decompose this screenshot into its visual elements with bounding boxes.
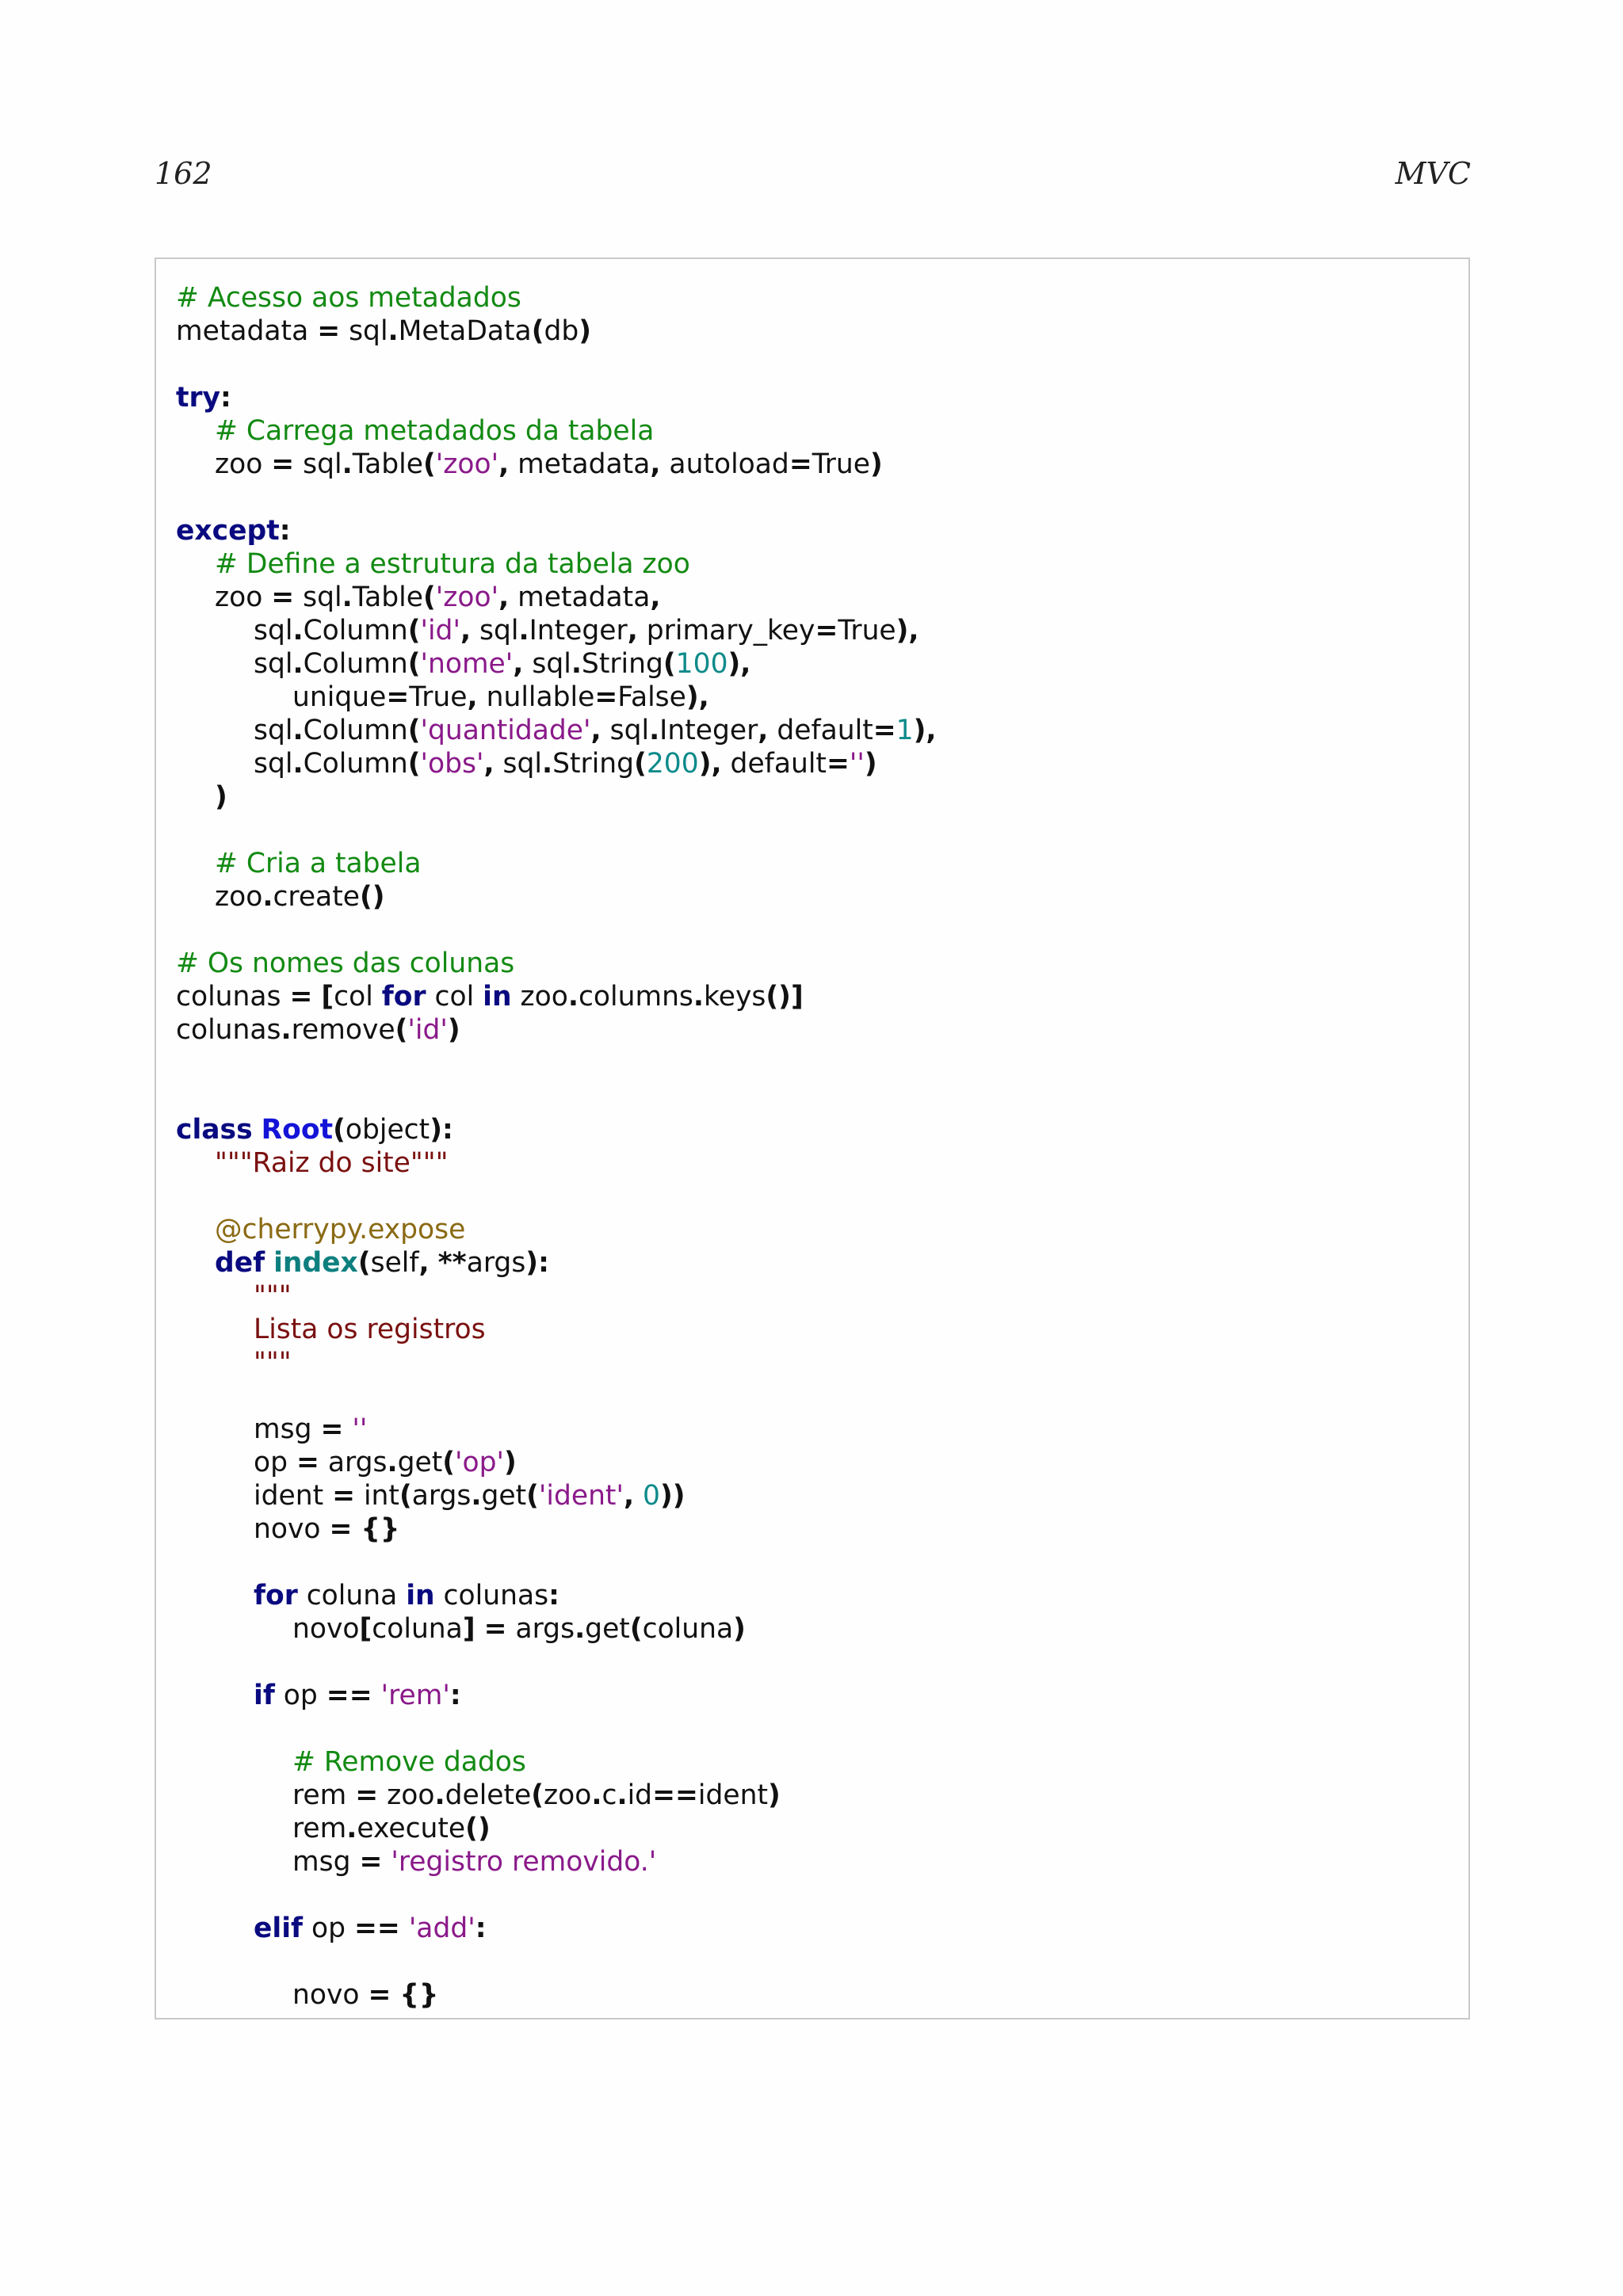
code-line [176,1246,937,1280]
code-text: sql [294,582,342,613]
code-line [176,1712,937,1745]
code-line [176,1978,937,2012]
code-operator: ( [407,748,421,780]
code-keyword: in [406,1580,435,1611]
code-text [634,1480,643,1512]
code-operator: : [279,515,291,547]
code-text: sql [254,648,293,680]
code-operator: . [292,715,304,746]
code-operator: = [289,981,313,1013]
page-number: 162 [155,156,212,191]
code-operator: . [346,1813,357,1844]
code-operator: {} [399,1979,439,2011]
code-operator: . [388,315,399,347]
code-operator: . [571,648,582,680]
code-line [176,1945,937,1978]
code-line [176,1213,937,1246]
code-operator: . [281,1014,292,1046]
code-line [176,1047,937,1080]
code-text [352,1513,361,1545]
code-text [312,981,321,1013]
code-text [265,1247,273,1279]
code-line [176,381,937,414]
code-operator: . [292,748,304,780]
code-line [176,1413,937,1446]
code-operator: . [693,981,705,1013]
code-text: nullable [477,681,595,713]
code-line [176,913,937,947]
code-line [176,1579,937,1612]
code-text: object [345,1114,430,1146]
code-line [176,1313,937,1346]
code-keyword: for [381,981,426,1013]
code-operator: ( [357,1247,371,1279]
code-operator: , [623,1480,635,1512]
code-line [176,1745,937,1779]
code-text: Column [303,715,408,746]
code-keyword: except [176,515,280,547]
code-operator: ), [913,715,937,746]
code-keyword: elif [254,1913,304,1944]
code-line [176,1180,937,1213]
code-line [176,1779,937,1812]
code-line [176,980,937,1013]
code-line [176,1080,937,1113]
code-operator: ): [430,1114,453,1146]
code-operator: . [575,1613,586,1645]
code-operator: ), [685,681,709,713]
code-text: Integer [529,615,628,646]
code-text: sql [601,715,650,746]
code-text [430,1247,438,1279]
code-line [176,1646,937,1679]
code-operator: = [271,448,295,480]
code-operator: . [617,1779,628,1811]
code-text: Table [352,582,423,613]
code-keyword: for [254,1580,298,1611]
code-operator: , [498,582,510,613]
code-decorator: @cherrypy.expose [215,1214,466,1245]
code-text: Column [303,615,408,646]
code-comment: # Remove dados [292,1746,526,1778]
code-text: id [627,1779,653,1811]
code-text: keys [704,981,766,1013]
code-operator: . [342,582,353,613]
code-comment: # Os nomes das colunas [176,948,515,979]
code-line [176,1280,937,1313]
code-text: zoo [215,881,263,913]
code-operator: ) [768,1779,781,1811]
code-text: rem [292,1779,356,1811]
code-operator: [ [321,981,334,1013]
code-text: sql [340,315,388,347]
code-text: sql [494,748,542,780]
code-text: op [303,1913,355,1944]
code-line [176,1512,937,1546]
code-text: args [319,1447,388,1478]
code-line [176,714,937,747]
code-docstring: Lista os registros [254,1314,486,1345]
code-operator: . [518,615,529,646]
code-text: int [355,1480,399,1512]
code-line [176,348,937,381]
code-operator: , [590,715,601,746]
code-operator: = [368,1979,391,2011]
code-operator: ** [437,1247,467,1279]
code-operator: )) [659,1480,685,1512]
code-operator: : [475,1913,487,1944]
code-operator: = [320,1413,344,1445]
code-text: remove [291,1014,395,1046]
code-operator: , [650,448,661,480]
code-line [176,315,937,348]
code-comment: # Cria a tabela [215,848,422,879]
code-operator: ) [579,315,592,347]
code-operator: = [355,1779,379,1811]
code-text: rem [292,1813,347,1844]
code-line [176,547,937,581]
code-text [475,1613,484,1645]
code-text: delete [445,1779,532,1811]
code-keyword: def [215,1247,265,1279]
code-operator: , [758,715,769,746]
code-text: db [544,315,579,347]
code-text: zoo [544,1779,592,1811]
code-string: 'zoo' [435,448,499,480]
code-string: 'add' [408,1913,475,1944]
code-line [176,814,937,847]
code-operator: . [567,981,579,1013]
code-text: Column [303,648,408,680]
code-text: MetaData [398,315,532,347]
code-operator: ) [864,748,877,780]
code-operator: . [591,1779,602,1811]
code-text: Column [303,748,408,780]
code-string: 'op' [455,1447,504,1478]
code-text: colunas [176,981,290,1013]
code-text: False [617,681,686,713]
code-line [176,947,937,980]
code-text: Table [352,448,423,480]
code-operator: ( [531,315,544,347]
code-line [176,481,937,514]
code-operator: == [354,1913,400,1944]
code-string: 'quantidade' [420,715,591,746]
code-text: msg [292,1846,360,1878]
code-text [343,1413,352,1445]
code-operator: [ [359,1613,372,1645]
code-string: 'obs' [420,748,484,780]
code-operator: = [271,582,295,613]
code-line [176,1845,937,1878]
code-operator: = [826,748,850,780]
code-line [176,448,937,481]
code-text: default [768,715,873,746]
code-operator: {} [361,1513,400,1545]
code-line [176,1379,937,1413]
code-text: execute [357,1813,466,1844]
code-operator: = [317,315,341,347]
code-text: sql [471,615,519,646]
code-number: 200 [646,748,699,780]
code-text: msg [254,1413,321,1445]
code-line [176,1113,937,1146]
code-operator: = [873,715,896,746]
code-operator: ) [504,1447,517,1478]
code-class-name: Root [261,1114,334,1146]
code-operator: ( [634,748,647,780]
code-line [176,581,937,614]
code-string: 'nome' [420,648,514,680]
code-number: 0 [643,1480,660,1512]
code-text [372,1680,381,1711]
code-line [176,1013,937,1047]
code-text: coluna [642,1613,734,1645]
code-line [176,681,937,714]
code-line [176,747,937,780]
code-operator: ( [422,582,436,613]
code-operator: : [548,1580,559,1611]
code-line [176,514,937,547]
code-keyword: try [176,382,220,414]
code-text: String [552,748,635,780]
code-line [176,1546,937,1579]
code-text: novo [292,1979,369,2011]
code-operator: , [467,681,478,713]
code-line [176,647,937,681]
code-number: 1 [896,715,914,746]
code-text: sql [523,648,571,680]
code-text: op [254,1447,296,1478]
code-block [176,281,937,2012]
code-operator: ) [870,448,883,480]
code-operator: ), [698,748,722,780]
code-text: col [334,981,382,1013]
code-text: unique [292,681,387,713]
code-text: get [585,1613,630,1645]
code-operator: = [359,1846,383,1878]
code-text: args [506,1613,575,1645]
code-text: col [426,981,483,1013]
code-string: 'id' [407,1014,448,1046]
code-keyword: in [483,981,512,1013]
code-text: coluna [372,1613,463,1645]
code-operator: = [386,681,410,713]
code-operator: () [359,881,385,913]
code-operator: = [815,615,838,646]
code-text: args [411,1480,472,1512]
code-string: 'rem' [380,1680,450,1711]
code-text: sql [294,448,342,480]
code-operator: , [627,615,638,646]
code-operator: , [498,448,510,480]
code-operator: . [434,1779,445,1811]
code-line [176,1346,937,1379]
code-line [176,847,937,880]
code-operator: ( [333,1114,346,1146]
code-text: get [481,1480,527,1512]
code-operator: ( [629,1613,643,1645]
code-operator: = [329,1513,353,1545]
code-docstring: """Raiz do site""" [215,1147,449,1179]
code-line [176,1446,937,1479]
code-operator: = [332,1480,355,1512]
code-operator: ( [526,1480,539,1512]
code-line [176,1912,937,1945]
code-number: 100 [675,648,728,680]
code-text: c [601,1779,617,1811]
code-operator: ( [442,1447,456,1478]
code-operator: == [326,1680,372,1711]
code-keyword: if [254,1680,275,1711]
code-text: zoo [511,981,568,1013]
code-text: args [466,1247,526,1279]
code-text: sql [254,748,293,780]
code-text [253,1114,262,1146]
code-operator: ()] [766,981,804,1013]
code-line [176,1812,937,1845]
code-operator: . [649,715,660,746]
code-string: '' [849,748,865,780]
code-operator: , [483,748,495,780]
code-docstring: """ [254,1280,292,1312]
code-text: primary_key [637,615,815,646]
code-text: op [274,1680,327,1711]
code-text: metadata [509,448,651,480]
code-line [176,880,937,913]
code-line [176,414,937,448]
code-operator: . [387,1447,398,1478]
code-text: novo [292,1613,360,1645]
code-operator: ), [896,615,919,646]
code-text: zoo [215,582,272,613]
code-text: novo [254,1513,330,1545]
code-string: 'ident' [538,1480,624,1512]
code-operator: ( [531,1779,544,1811]
code-operator: : [220,382,231,414]
code-function-name: index [273,1247,358,1279]
code-operator: , [513,648,524,680]
code-line [176,1612,937,1646]
code-operator: ( [422,448,436,480]
code-line [176,780,937,814]
code-operator: ) [733,1613,746,1645]
code-text [391,1979,399,2011]
code-line [176,1479,937,1512]
code-text: ident [254,1480,333,1512]
code-operator: = [594,681,618,713]
code-line [176,1679,937,1712]
code-string: 'id' [420,615,460,646]
code-operator: () [465,1813,491,1844]
code-text: sql [254,715,293,746]
code-operator: ( [663,648,676,680]
code-operator: . [342,448,353,480]
code-line [176,614,937,647]
code-docstring: """ [254,1347,292,1379]
running-title: MVC [1395,156,1471,191]
code-operator: == [652,1779,698,1811]
code-operator: = [789,448,812,480]
code-keyword: class [176,1114,253,1146]
code-text: zoo [215,448,272,480]
code-text: colunas [434,1580,549,1611]
code-text: zoo [378,1779,435,1811]
code-operator: ( [407,648,421,680]
code-operator: . [541,748,553,780]
code-text: metadata [509,582,651,613]
code-comment: # Acesso aos metadados [176,282,521,314]
code-operator: ( [407,615,421,646]
code-line [176,281,937,315]
code-operator: ): [525,1247,549,1279]
code-operator: = [296,1447,319,1478]
code-text: coluna [297,1580,407,1611]
code-listing [155,257,1470,2019]
code-line [176,1146,937,1180]
code-string: 'zoo' [435,582,499,613]
code-text: Integer [659,715,758,746]
code-operator: , [460,615,472,646]
code-text: default [721,748,827,780]
code-string: 'registro removido.' [391,1846,657,1878]
code-operator: ( [399,1480,412,1512]
code-operator: , [650,582,661,613]
code-line [176,1878,937,1912]
code-text: True [812,448,871,480]
code-comment: # Carrega metadados da tabela [215,415,655,447]
code-operator: ) [447,1014,460,1046]
code-text [382,1846,391,1878]
code-text: metadata [176,315,318,347]
code-text: ident [697,1779,768,1811]
code-operator: ) [215,781,227,813]
code-comment: # Define a estrutura da tabela zoo [215,548,690,580]
code-text: colunas [176,1014,281,1046]
code-text: True [838,615,896,646]
code-text: sql [254,615,293,646]
code-text: get [397,1447,443,1478]
code-text: True [409,681,468,713]
code-operator: : [449,1680,461,1711]
code-operator: , [418,1247,430,1279]
code-operator: . [292,615,304,646]
code-operator: . [292,648,304,680]
code-text: columns [578,981,693,1013]
code-operator: = [483,1613,507,1645]
code-operator: ( [395,1014,408,1046]
code-string: '' [352,1413,368,1445]
code-text: autoload [660,448,789,480]
code-text [400,1913,409,1944]
code-text: create [273,881,360,913]
code-operator: ( [407,715,421,746]
code-text: String [581,648,663,680]
code-operator: ] [462,1613,475,1645]
code-operator: . [471,1480,482,1512]
code-text: self [370,1247,419,1279]
code-operator: ), [727,648,751,680]
code-operator: . [262,881,273,913]
